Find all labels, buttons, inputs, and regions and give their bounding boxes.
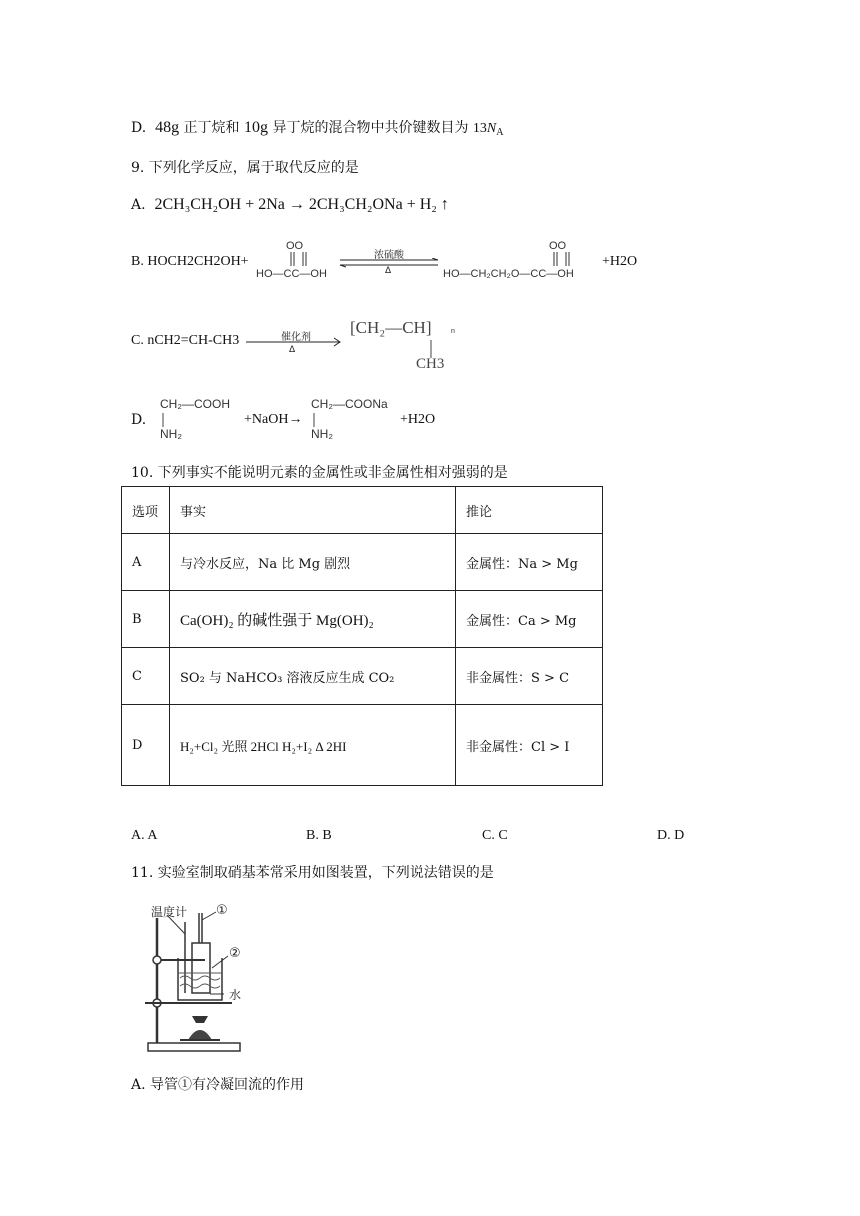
row-option: C: [122, 648, 170, 705]
nitrobenzene-apparatus-diagram: [140, 898, 250, 1058]
q9-b-reagent-oxygens: OO: [286, 240, 304, 252]
q9-b-suffix: +H2O: [602, 254, 638, 269]
q9-d-product-amine: NH₂: [311, 427, 333, 441]
q11-stem: 11. 实验室制取硝基苯常采用如图装置，下列说法错误的是: [131, 865, 494, 881]
row-option: B: [122, 591, 170, 648]
table-row: [122, 534, 603, 591]
thermometer-label: 温度计: [151, 905, 188, 919]
q9-d-reactant-chain: CH₂—COOH: [160, 397, 230, 411]
q8-option-d: D. 48g 正丁烷和 10g 异丁烷的混合物中共价键数目为 $13N_A$: [131, 119, 504, 138]
q9-c-condition-bottom: Δ: [289, 345, 296, 355]
answer-option-b: B. B: [306, 828, 332, 843]
answer-option-d: D. D: [657, 828, 685, 843]
row-option: D: [122, 705, 170, 786]
q9-c-polymer: [CH₂—CH]: [350, 318, 432, 337]
table-header-row: [122, 487, 603, 534]
answer-option-c: C. C: [482, 828, 508, 843]
water-label: 水: [229, 988, 242, 1002]
answer-option-a: A. A: [131, 828, 158, 843]
q9-b-product-oxygens: OO: [549, 240, 567, 252]
q9-option-d-letter: D.: [131, 412, 147, 428]
q9-b-reagent: HO—CC—OH: [256, 268, 327, 280]
row-inference: 非金属性：Cl > I: [456, 705, 603, 786]
q9-b-condition-top: 浓硫酸: [374, 250, 404, 261]
row-fact: H₂+Cl₂ 光照 2HCl H₂+I₂ Δ 2HI: [170, 705, 456, 786]
q9-option-b-prefix: B. HOCH2CH2OH+: [131, 254, 249, 269]
q9-d-suffix: +H2O: [400, 412, 436, 427]
header-inference: 推论: [456, 487, 603, 534]
row-inference: 非金属性：S > C: [456, 648, 603, 705]
q9-c-condition-top: 催化剂: [281, 332, 311, 343]
row-inference: 金属性：Na > Mg: [456, 534, 603, 591]
tube-2-label: ②: [229, 946, 241, 961]
row-option: A: [122, 534, 170, 591]
q9-b-product-bonds: [549, 250, 579, 268]
tube-1-label: ①: [216, 903, 228, 918]
q9-option-a: A. 2CH₃CH₂OH + 2Na → 2CH₃CH₂ONa + H₂ ↑: [131, 196, 449, 213]
q9-stem: 9. 下列化学反应，属于取代反应的是: [131, 160, 359, 176]
q9-d-mid: +NaOH→: [244, 412, 303, 427]
q9-c-polymer-n: n: [451, 328, 455, 335]
header-fact: 事实: [170, 487, 456, 534]
header-option: 选项: [122, 487, 170, 534]
q11-option-a: A. 导管①有冷凝回流的作用: [131, 1077, 305, 1093]
q9-b-condition-bottom: Δ: [385, 266, 392, 276]
q9-d-product-chain: CH₂—COONa: [311, 397, 388, 411]
q9-b-reagent-bonds: [286, 250, 316, 268]
q9-c-branch: CH3: [416, 356, 445, 372]
q9-option-c-prefix: C. nCH2=CH-CH3: [131, 333, 240, 348]
q9-d-reactant-bond: [160, 413, 166, 427]
q9-d-reactant-amine: NH₂: [160, 427, 182, 441]
q10-stem: 10. 下列事实不能说明元素的金属性或非金属性相对强弱的是: [131, 465, 508, 481]
q10-table: [121, 486, 603, 786]
row-fact: SO₂ 与 NaHCO₃ 溶液反应生成 CO₂: [170, 648, 456, 705]
q9-b-product: HO—CH₂CH₂O—CC—OH: [443, 268, 574, 280]
row-inference: 金属性：Ca > Mg: [456, 591, 603, 648]
table-row: [122, 591, 603, 648]
q9-d-product-bond: [311, 413, 317, 427]
table-row: [122, 648, 603, 705]
table-row: [122, 705, 603, 786]
row-fact: 与冷水反应，Na 比 Mg 剧烈: [170, 534, 456, 591]
row-fact: Ca(OH)₂ 的碱性强于 Mg(OH)₂: [170, 591, 456, 648]
